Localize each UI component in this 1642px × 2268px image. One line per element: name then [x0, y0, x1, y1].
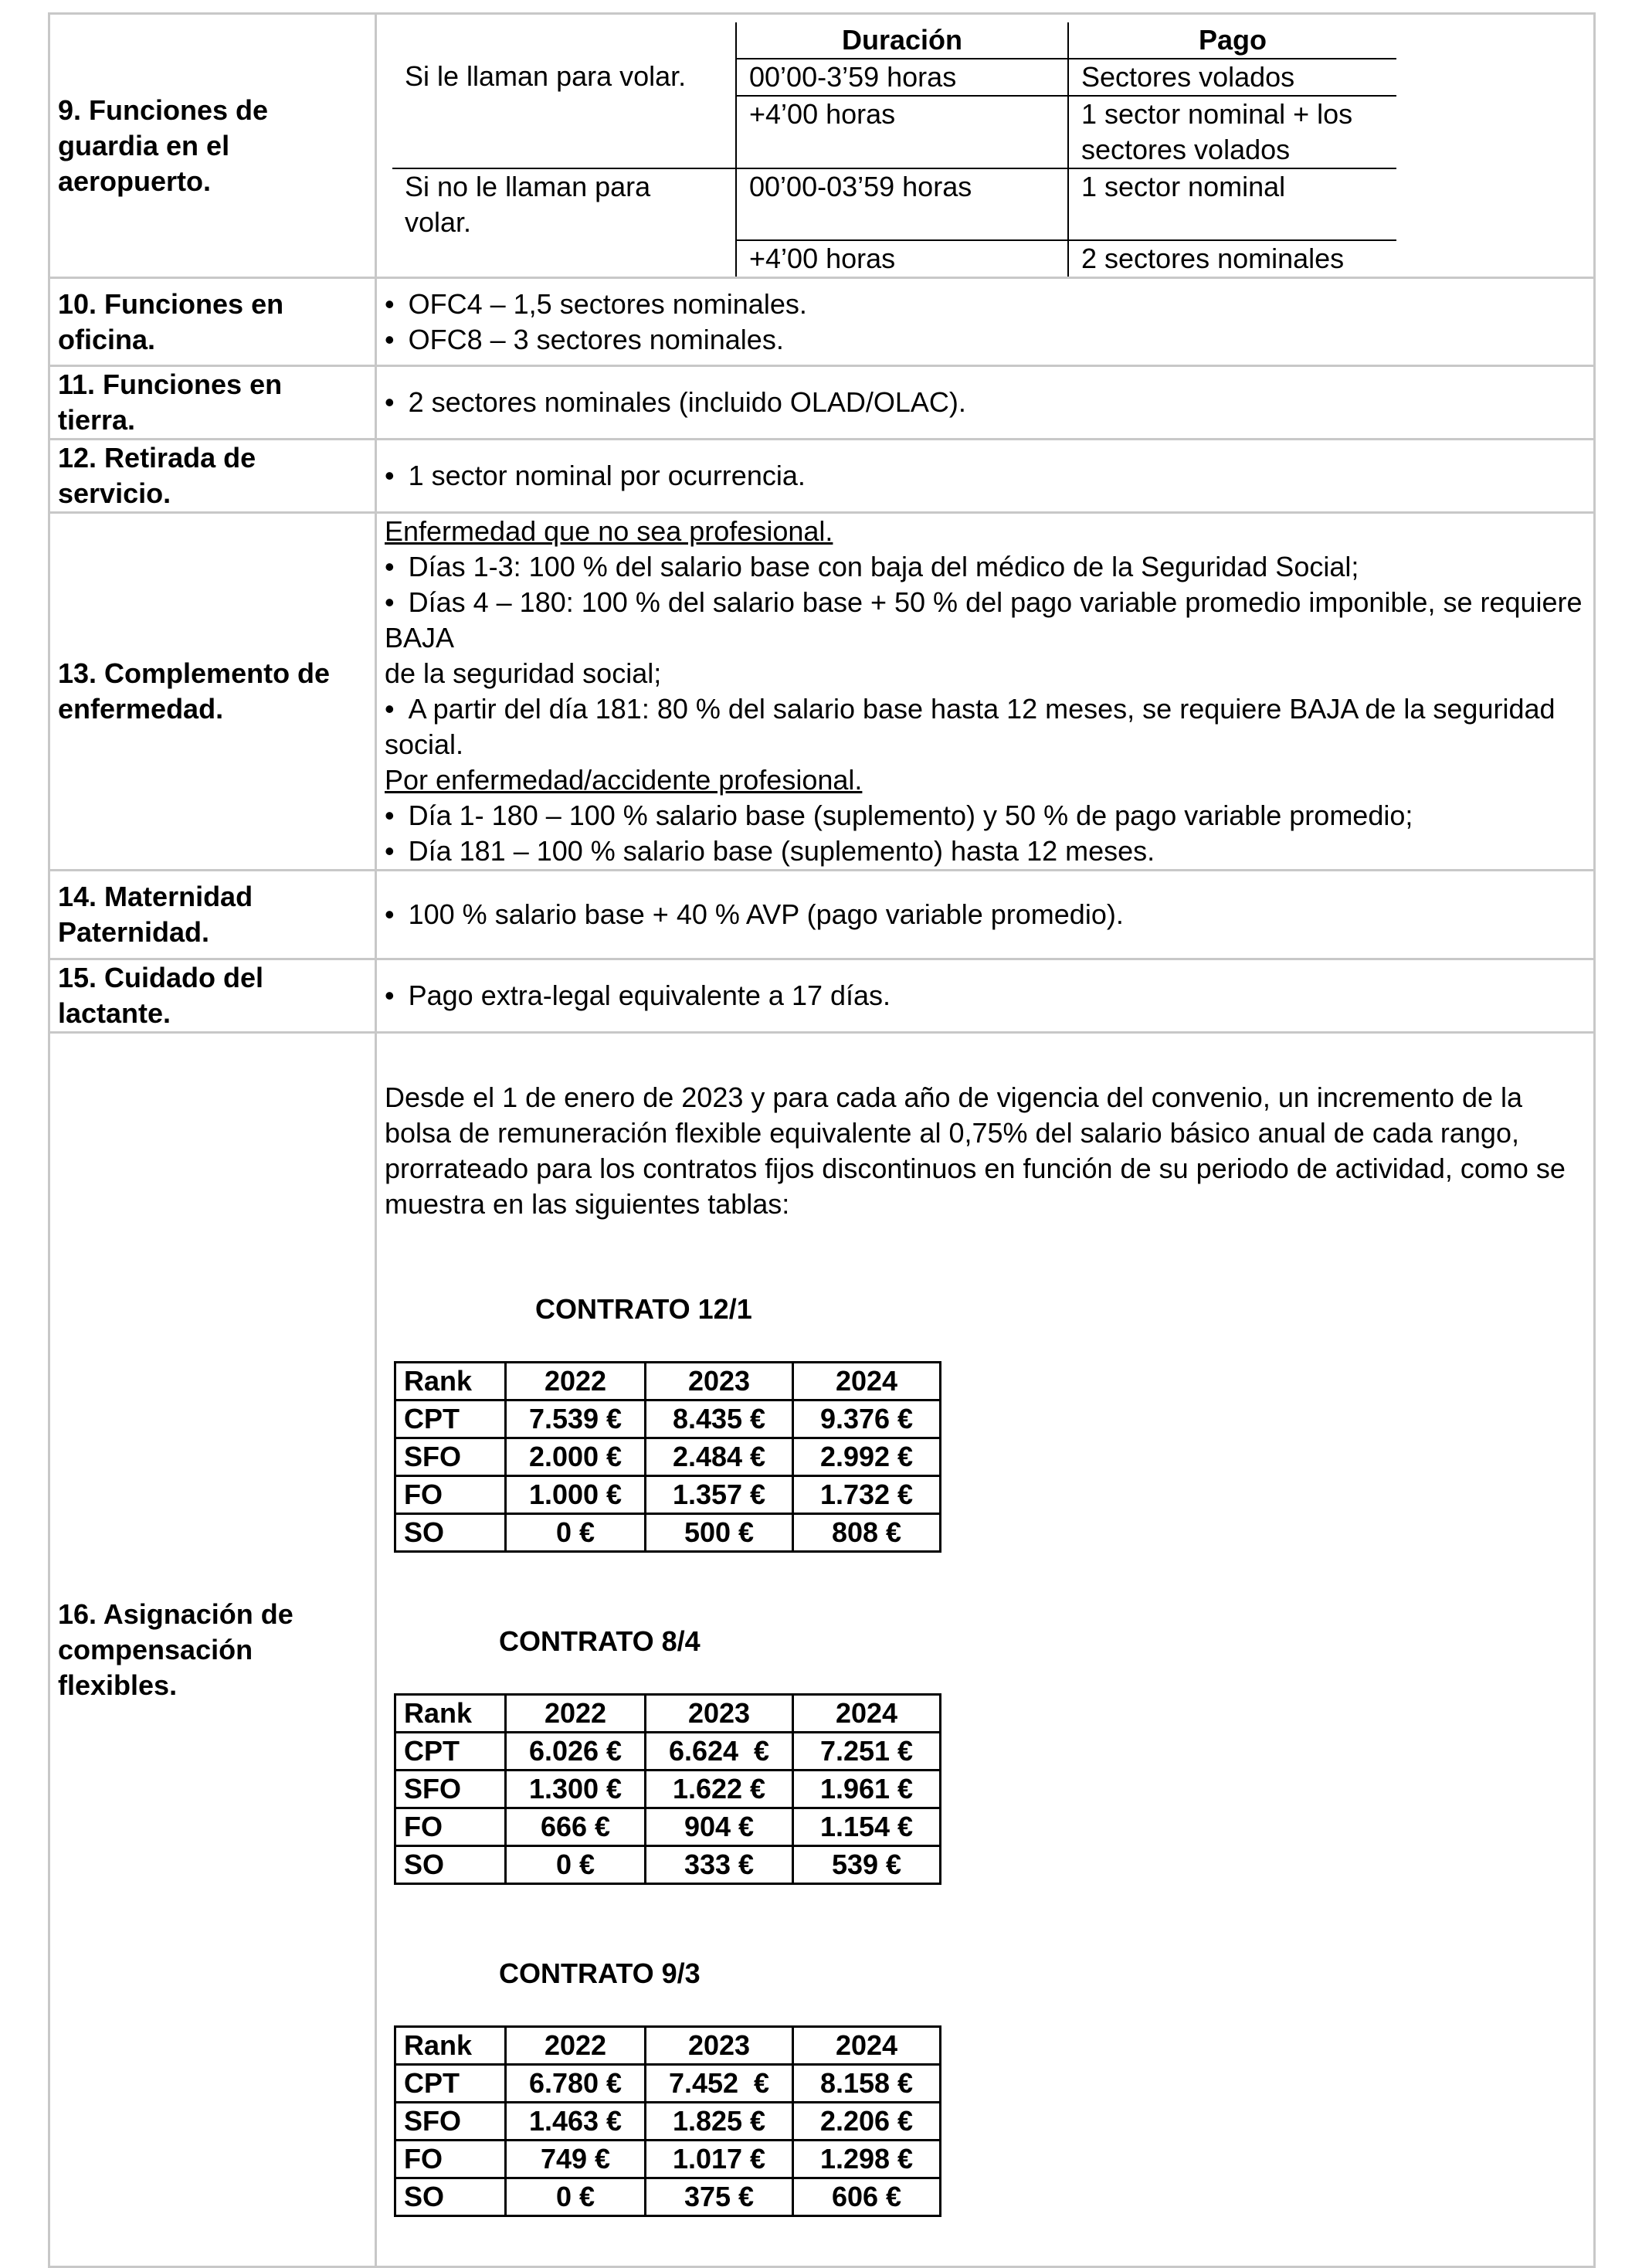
contract-title: CONTRATO 12/1	[535, 1293, 752, 1325]
table-row: SFO 2.000 € 2.484 € 2.992 €	[395, 1438, 941, 1476]
table-row: SO 0 € 500 € 808 €	[395, 1514, 941, 1552]
row-9	[49, 14, 1595, 278]
table-row: SFO 1.463 € 1.825 € 2.206 €	[395, 2103, 941, 2141]
row-label: 9. Funciones de guardia en el aeropuerto.	[49, 14, 376, 278]
table-row: SFO 1.300 € 1.622 € 1.961 €	[395, 1771, 941, 1808]
row-label: 16. Asignación de compensación flexibles.	[49, 1033, 376, 2267]
contract-title: CONTRATO 9/3	[499, 1957, 701, 1989]
contract-table-9-3	[394, 2025, 941, 2217]
flex-pay-intro: Desde el 1 de enero de 2023 y para cada año de vigencia del convenio, un incremento de la bolsa de remuneración flexible equivalente al 0,75% del salario básico anual de cada rango, prorrateado para los contratos fijos discontinuos en función de su periodo de actividad, como se muestra en las siguientes tablas:	[385, 1081, 1566, 1220]
row-16	[49, 1033, 1595, 2267]
row-content: • Pago extra-legal equivalente a 17 días.	[376, 959, 1595, 1033]
row-label: 13. Complemento de enfermedad.	[49, 513, 376, 871]
row-content: • 100 % salario base + 40 % AVP (pago variable promedio).	[376, 871, 1595, 959]
contract-title: CONTRATO 8/4	[499, 1625, 701, 1657]
contract-table-12-1	[394, 1361, 941, 1553]
row-14	[49, 871, 1595, 959]
row-content	[376, 1033, 1595, 2267]
table-header-row: Rank 2022 2023 2024	[395, 1695, 941, 1733]
duration-header: Duración	[736, 22, 1068, 59]
table-row: CPT 7.539 € 8.435 € 9.376 €	[395, 1401, 941, 1438]
payment-header: Pago	[1068, 22, 1396, 59]
row-label: 10. Funciones en oficina.	[49, 278, 376, 366]
table-row: FO 666 € 904 € 1.154 €	[395, 1808, 941, 1846]
row-11	[49, 366, 1595, 440]
row-content: • OFC4 – 1,5 sectores nominales. • OFC8 – 3 sectores nominales.	[376, 278, 1595, 366]
row-10	[49, 278, 1595, 366]
row-label: 14. Maternidad Paternidad.	[49, 871, 376, 959]
table-row: FO 1.000 € 1.357 € 1.732 €	[395, 1476, 941, 1514]
standby-table: Duración Pago Si le llaman para volar. 00’00-3’59 horas Sectores volados +4’00 horas 1 sector nominal + los sectores volados Si no le llaman para volar. 00’00-03’59 horas 1 sector nominal +4’00 horas 2 sectores nominales	[392, 22, 1396, 277]
row-13	[49, 513, 1595, 871]
table-header-row: Rank 2022 2023 2024	[395, 2027, 941, 2065]
row-content	[376, 14, 1595, 278]
table-row: CPT 6.026 € 6.624 € 7.251 €	[395, 1733, 941, 1771]
table-header-row: Rank 2022 2023 2024	[395, 1363, 941, 1401]
document-page	[48, 12, 1596, 2268]
row-label: 11. Funciones en tierra.	[49, 366, 376, 440]
row-content: • 1 sector nominal por ocurrencia.	[376, 440, 1595, 513]
row-label: 15. Cuidado del lactante.	[49, 959, 376, 1033]
row-label: 12. Retirada de servicio.	[49, 440, 376, 513]
contract-table-8-4	[394, 1693, 941, 1885]
table-row: SO 0 € 375 € 606 €	[395, 2178, 941, 2216]
case-called: Si le llaman para volar.	[405, 60, 687, 92]
table-row: FO 749 € 1.017 € 1.298 €	[395, 2141, 941, 2178]
row-12	[49, 440, 1595, 513]
table-row: SO 0 € 333 € 539 €	[395, 1846, 941, 1884]
table-row: CPT 6.780 € 7.452 € 8.158 €	[395, 2065, 941, 2103]
row-15	[49, 959, 1595, 1033]
case-not-called: Si no le llaman para volar.	[405, 171, 651, 238]
row-content: • 2 sectores nominales (incluido OLAD/OLAC).	[376, 366, 1595, 440]
benefits-table	[48, 12, 1596, 2268]
row-content: Enfermedad que no sea profesional. • Días 1-3: 100 % del salario base con baja del médico de la Seguridad Social; • Días 4 – 180: 100 % del salario base + 50 % del pago variable promedio imponible, se requiere BAJA de la seguridad social; • A partir del día 181: 80 % del salario base hasta 12 meses, se requiere BAJA de la seguridad social. Por enfermedad/accidente profesional. • Día 1- 180 – 100 % salario base (suplemento) y 50 % de pago variable promedio; • Día 181 – 100 % salario base (suplemento) hasta 12 meses.	[376, 513, 1595, 871]
